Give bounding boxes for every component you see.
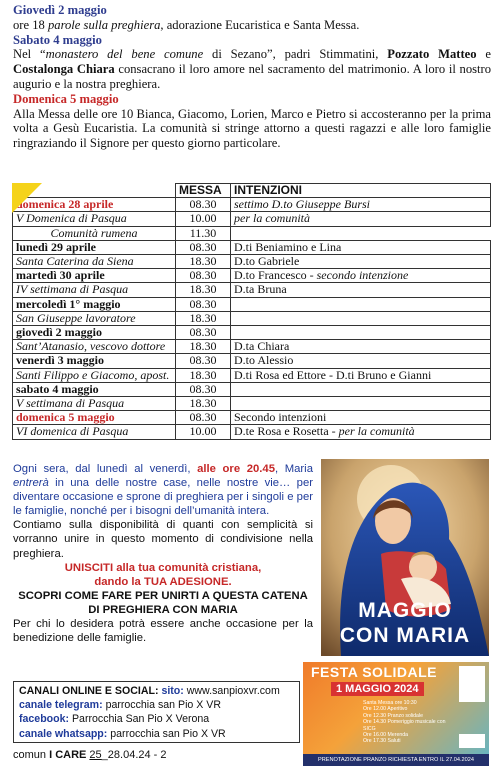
liturgical-day: Santa Caterina da Siena: [13, 255, 176, 269]
maggio-con-maria-poster: [321, 459, 489, 656]
mass-time: 08.30: [176, 354, 231, 368]
footer-date: _28.04.24 - 2: [101, 749, 167, 761]
liturgical-day: VI domenica di Pasqua: [13, 425, 176, 439]
mass-time: 08.30: [176, 269, 231, 283]
table-row: [13, 354, 491, 368]
mass-time: 11.30: [176, 226, 231, 240]
intention: [231, 382, 491, 396]
festa-line: Santa Messa ore 10:30: [363, 700, 417, 706]
table-row: [13, 411, 491, 425]
text-sabato: [13, 47, 491, 91]
intention: D.to Alessio: [231, 354, 491, 368]
intention: D.ta Bruna: [231, 283, 491, 297]
text-part-italic: monastero del bene comune: [45, 47, 204, 62]
telegram-label: canale telegram:: [19, 699, 103, 712]
intention: Secondo intenzioni: [231, 411, 491, 425]
table-row: [13, 326, 491, 340]
sito-label: sito:: [161, 685, 184, 697]
table-row: [13, 212, 491, 226]
intention: settimo D.to Giuseppe Bursi: [231, 198, 491, 212]
text-part-italic: parole sulla preghiera: [47, 17, 161, 32]
mass-time: 18.30: [176, 255, 231, 269]
whatsapp-label: canale whatsapp:: [19, 727, 108, 740]
name-bold: Costalonga Chiara: [13, 62, 115, 77]
mass-time: 18.30: [176, 283, 231, 297]
paragraph-disponibilita: Contiamo sulla disponibilità di quanti con semplicità si vorranno unire in questo momento di condivisione nella preghiera.: [13, 519, 313, 560]
festa-line: Ore 12.30 Pranzo solidale: [363, 712, 423, 719]
corner-decoration: [12, 183, 42, 213]
schedule-table: [12, 183, 491, 440]
cta-unisciti: UNISCITI alla tua comunità cristiana,: [64, 561, 262, 574]
heading-sabato: Sabato 4 maggio: [13, 32, 102, 47]
festa-line: Ore 17.30 Saluti: [363, 738, 401, 745]
intention-part: D.to Francesco -: [234, 268, 317, 283]
canali-facebook-line: [19, 712, 294, 726]
canali-whatsapp-line: [19, 727, 294, 741]
heading-domenica: Domenica 5 maggio: [13, 91, 119, 106]
festa-date: 1 MAGGIO 2024: [331, 682, 424, 696]
cta-adesione: dando la TUA ADESIONE.: [94, 575, 232, 588]
header-intenzioni: INTENZIONI: [231, 184, 491, 198]
mass-time: 18.30: [176, 311, 231, 325]
intention: [231, 297, 491, 311]
poster-title-con-maria: CON MARIA: [339, 624, 471, 647]
day-label: mercoledì 1° maggio: [13, 297, 176, 311]
intention-part-italic: secondo intenzione: [316, 268, 409, 283]
intention: [231, 311, 491, 325]
sito-link[interactable]: www.sanpioxvr.com: [183, 685, 280, 697]
intention-part-italic: per la comunità: [338, 424, 415, 439]
text-domenica: Alla Messa delle ore 10 Bianca, Giacomo, Lorien, Marco e Pietro si accosteranno per la prima volta a Gesù Eucaristia. La comunità si stringe attorno a questi ragazzi e alle loro famiglie ringraziando il Signore per questo giorno particolare.: [13, 106, 491, 151]
mass-time: 08.30: [176, 297, 231, 311]
text-part: ore 18: [13, 17, 48, 32]
intention: [231, 397, 491, 411]
canali-site-line: [19, 684, 294, 698]
table-row: [13, 198, 491, 212]
text-part: Ogni sera, dal lunedì al venerdì,: [13, 463, 198, 475]
mass-time: 18.30: [176, 368, 231, 382]
day-label: sabato 4 maggio: [13, 382, 176, 396]
day-label: martedì 30 aprile: [13, 269, 176, 283]
table-row: [13, 297, 491, 311]
mass-time: 08.30: [176, 326, 231, 340]
text-giovedi: [13, 18, 491, 33]
footer-issue: 25: [89, 749, 102, 761]
time-highlight: alle ore 20.45: [197, 463, 275, 475]
intention: [231, 269, 491, 283]
canali-title: CANALI ONLINE E SOCIAL:: [19, 685, 159, 697]
footer-brand: I CARE: [49, 749, 90, 761]
text-part: consacrano il loro amore nel sacramento del matrimonio. A loro il nostro augurio e la nostra preghiera.: [13, 62, 492, 91]
table-row: [13, 368, 491, 382]
name-bold: Pozzato Matteo: [387, 47, 477, 62]
table-row: [13, 382, 491, 396]
table-row: [13, 283, 491, 297]
table-header: [13, 184, 491, 198]
intention: [231, 425, 491, 439]
text-part: di Sezano”, padri Stimmatini,: [203, 47, 388, 62]
mass-time: 08.30: [176, 198, 231, 212]
table-row: [13, 269, 491, 283]
mass-time: 10.00: [176, 212, 231, 226]
mass-time: 08.30: [176, 382, 231, 396]
text-part: , Maria: [274, 463, 313, 475]
table-row: [13, 255, 491, 269]
paragraph-benedizione: Per chi lo desidera potrà essere anche occasione per la benedizione delle famiglie.: [13, 618, 313, 645]
header-messa: MESSA: [176, 184, 231, 198]
festa-solidale-flyer: [303, 662, 489, 766]
community-label: Comunità rumena: [13, 226, 176, 240]
liturgical-day: V Domenica di Pasqua: [13, 212, 176, 226]
page-footer: [13, 749, 167, 761]
intention: D.ti Rosa ed Ettore - D.ti Bruno e Gianni: [231, 368, 491, 382]
liturgical-day: IV settimana di Pasqua: [13, 283, 176, 297]
text-part-italic: entrerà: [13, 477, 49, 490]
festa-title: FESTA SOLIDALE: [311, 664, 437, 680]
facebook-link[interactable]: Parrocchia San Pio X Verona: [69, 713, 210, 726]
telegram-link[interactable]: parrocchia san Pio X VR: [102, 699, 221, 712]
festa-line: Ore 14.30 Pomeriggio musicale con SICG: [363, 719, 446, 732]
intention: D.ti Beniamino e Lina: [231, 240, 491, 254]
liturgical-day: San Giuseppe lavoratore: [13, 311, 176, 325]
mass-time: 18.30: [176, 397, 231, 411]
festa-footer: PRENOTAZIONE PRANZO RICHIESTA ENTRO IL 27.04.2024: [303, 754, 489, 766]
liturgical-day: Santi Filippo e Giacomo, apost.: [13, 368, 176, 382]
table-row: [13, 425, 491, 439]
day-label: domenica 28 aprile: [13, 198, 176, 212]
mass-time: 10.00: [176, 425, 231, 439]
announcements: [13, 3, 491, 151]
maggio-con-maria-text: [13, 462, 313, 645]
poster-title-maggio: MAGGIO: [358, 599, 452, 622]
day-label: lunedì 29 aprile: [13, 240, 176, 254]
canali-telegram-line: [19, 698, 294, 712]
day-label: venerdì 3 maggio: [13, 354, 176, 368]
liturgical-day: Sant’Atanasio, vescovo dottore: [13, 340, 176, 354]
text-part: Nel “: [13, 47, 46, 62]
table-row: [13, 226, 491, 240]
table-row: [13, 340, 491, 354]
mass-time: 18.30: [176, 340, 231, 354]
paragraph-invito: [13, 462, 313, 518]
cta-scopri: SCOPRI COME FARE PER UNIRTI A QUESTA CATENA DI PREGHIERA CON MARIA: [18, 589, 308, 616]
mass-schedule: [12, 183, 490, 440]
whatsapp-link[interactable]: parrocchia san Pio X VR: [107, 727, 226, 740]
text-part: in una delle nostre case, nelle nostre vie… per diventare occasione e sprone di preghiera per i singoli e per le famiglie, nonché per i bisogni dell’umanità intera.: [13, 477, 313, 518]
day-label: giovedì 2 maggio: [13, 326, 176, 340]
festa-program: [363, 700, 453, 745]
intention: [231, 326, 491, 340]
day-label: domenica 5 maggio: [13, 411, 176, 425]
festa-logo-box: [459, 666, 485, 702]
table-row: [13, 240, 491, 254]
festa-line: Ore 12.00 Aperitivo: [363, 706, 408, 713]
footer-part: comun: [13, 749, 50, 761]
text-part: e: [476, 47, 491, 62]
canali-social-box: [13, 681, 300, 743]
intention: D.ta Chiara: [231, 340, 491, 354]
liturgical-day: V settimana di Pasqua: [13, 397, 176, 411]
intention: per la comunità: [231, 212, 491, 226]
facebook-label: facebook:: [19, 713, 70, 726]
heading-giovedi: Giovedì 2 maggio: [13, 3, 107, 17]
mass-time: 08.30: [176, 411, 231, 425]
intention-part: D.te Rosa e Rosetta -: [234, 424, 339, 439]
festa-line: Ore 16.00 Merenda: [363, 732, 408, 739]
table-row: [13, 397, 491, 411]
table-row: [13, 311, 491, 325]
text-part: , adorazione Eucaristica e Santa Messa.: [160, 17, 360, 32]
festa-logo-box: [459, 734, 485, 748]
mass-time: 08.30: [176, 240, 231, 254]
intention: D.to Gabriele: [231, 255, 491, 269]
intention: [231, 226, 491, 240]
